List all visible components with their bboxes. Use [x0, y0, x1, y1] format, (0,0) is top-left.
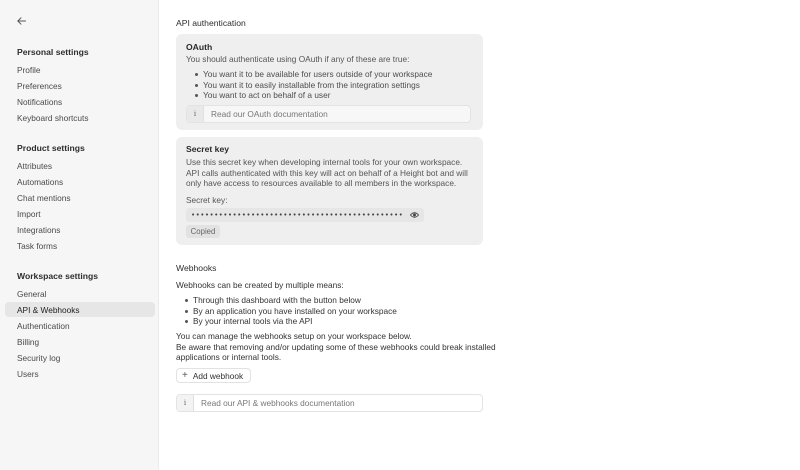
oauth-docs-link[interactable] — [186, 105, 471, 123]
webhooks-bullet: By your internal tools via the API — [193, 316, 313, 326]
sidebar-item-attributes[interactable]: Attributes — [17, 160, 53, 171]
sidebar-item-authentication[interactable]: Authentication — [17, 320, 70, 331]
sidebar-item-task-forms[interactable]: Task forms — [17, 240, 58, 251]
sidebar-item-general[interactable]: General — [17, 288, 47, 299]
info-icon: i — [187, 106, 204, 122]
webhooks-intro: Webhooks can be created by multiple means: — [176, 280, 344, 290]
page-title: API authentication — [176, 18, 246, 28]
arrow-left-icon — [17, 17, 26, 25]
oauth-intro: You should authenticate using OAuth if any of these are true: — [186, 54, 410, 64]
oauth-docs-label: Read our OAuth documentation — [211, 109, 328, 119]
sidebar-item-profile[interactable]: Profile — [17, 64, 41, 75]
product-settings-heading: Product settings — [17, 143, 85, 153]
secret-key-card — [176, 137, 483, 245]
sidebar-item-import[interactable]: Import — [17, 208, 41, 219]
webhooks-manage-text: applications or internal tools. — [176, 352, 282, 362]
sidebar-item-api-webhooks[interactable]: API & Webhooks — [5, 302, 155, 317]
secret-key-desc: Use this secret key when developing internal tools for your own workspace. — [186, 157, 463, 167]
sidebar-item-integrations[interactable]: Integrations — [17, 224, 61, 235]
sidebar-item-keyboard-shortcuts[interactable]: Keyboard shortcuts — [17, 112, 89, 123]
back-button[interactable] — [14, 14, 28, 28]
copied-button[interactable]: Copied — [186, 225, 220, 238]
workspace-settings-heading: Workspace settings — [17, 271, 99, 281]
sidebar-item-users[interactable]: Users — [17, 368, 39, 379]
oauth-bullet: You want it to be available for users outside of your workspace — [203, 69, 433, 79]
sidebar-item-billing[interactable]: Billing — [17, 336, 40, 347]
webhooks-manage-text: You can manage the webhooks setup on your workspace below. — [176, 331, 412, 341]
oauth-bullet: You want to act on behalf of a user — [203, 90, 331, 100]
sidebar-item-chat-mentions[interactable]: Chat mentions — [17, 192, 71, 203]
oauth-card — [176, 34, 483, 130]
oauth-bullet: You want it to easily installable from the integration settings — [203, 80, 420, 90]
webhooks-manage-text: Be aware that removing and/or updating some of these webhooks could break installed — [176, 342, 496, 352]
webhooks-docs-label: Read our API & webhooks documentation — [201, 398, 355, 408]
webhooks-docs-link[interactable] — [176, 394, 483, 412]
settings-sidebar — [0, 0, 159, 470]
secret-key-value: •••••••••••••••••••••••••••••••••••••••••••••• — [191, 211, 404, 219]
oauth-title: OAuth — [186, 42, 213, 52]
secret-key-title: Secret key — [186, 144, 230, 154]
secret-key-label: Secret key: — [186, 195, 228, 205]
add-webhook-button[interactable] — [176, 368, 251, 383]
info-icon: i — [177, 395, 194, 411]
sidebar-item-security-log[interactable]: Security log — [17, 352, 61, 363]
webhooks-bullet: By an application you have installed on your workspace — [193, 306, 397, 316]
personal-settings-heading: Personal settings — [17, 47, 89, 57]
secret-key-desc: API calls authenticated with this key will act on behalf of a Height bot and will — [186, 168, 468, 178]
add-webhook-label: Add webhook — [192, 370, 244, 381]
webhooks-bullet: Through this dashboard with the button below — [193, 295, 361, 305]
sidebar-item-automations[interactable]: Automations — [17, 176, 64, 187]
sidebar-item-preferences[interactable]: Preferences — [17, 80, 62, 91]
sidebar-item-notifications[interactable]: Notifications — [17, 96, 63, 107]
secret-key-desc: only have access to resources available to all members in the workspace. — [186, 178, 457, 188]
eye-icon[interactable] — [410, 211, 419, 219]
webhooks-title: Webhooks — [176, 263, 217, 273]
secret-key-field[interactable] — [186, 208, 424, 222]
plus-icon: + — [182, 369, 188, 381]
